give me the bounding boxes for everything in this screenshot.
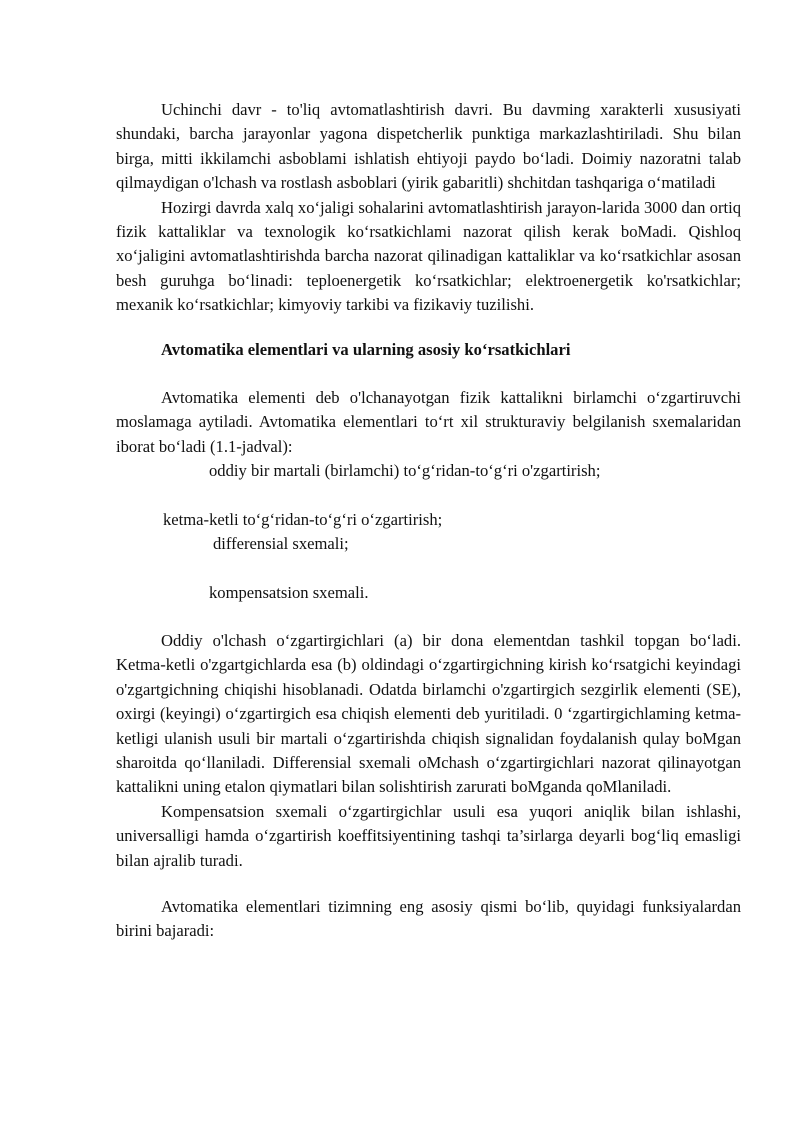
paragraph-third-period: Uchinchi davr - to'liq avtomatlashtirish davri. Bu davming xarakterli xususiyati shundaki, barcha jarayonlar yagona dispetcherlik punktiga markazlashtiriladi. Shu bilan birga, mitti ikkilamchi asboblami ishlatish ehtiyoji paydo bo‘ladi. Doimiy nazoratni talab qilmaydigan o'lchash va rostlash asboblari (yirik gabaritli) shchitdan tashqariga o‘matiladi	[116, 100, 741, 193]
list-item-differential-scheme: differensial sxemali;	[213, 534, 349, 554]
list-item-single-conversion: oddiy bir martali (birlamchi) to‘g‘ridan-to‘g‘ri o'zgartirish;	[209, 461, 601, 481]
paragraph-compensation-converters: Kompensatsion sxemali o‘zgartirgichlar usuli esa yuqori aniqlik bilan ishlashi, universalligi hamda o‘zgartirish koeffitsiyentining tashqi ta’sirlarga deyarli bog‘liq emasligi bilan ajralib turadi.	[116, 801, 741, 870]
section-heading: Avtomatika elementlari va ularning asosiy ko‘rsatkichlari	[161, 339, 571, 359]
document-page	[116, 98, 741, 944]
paragraph-simple-converters: Oddiy o'lchash o‘zgartirgichlari (a) bir dona elementdan tashkil topgan bo‘ladi. Ketma-ketli o'zgartgichlarda esa (b) oldindagi o‘zgartirgichning kirish ko‘rsatgichi keyindagi o'zgartgichning chiqishi hisoblanadi. Odatda birlamchi o'zgartirgich sezgirlik elementi (SE), oxirgi (keyingi) o‘zgartirgich esa chiqish elementi deb yuritiladi. 0 ‘zgartirgichlaming ketma-ketligi ulanish usuli bir martali o‘zgartirishda chiqish signalidan foydalanish qulay boMgan sharoitda qo‘llaniladi. Differensial sxemali oMchash o‘zgartirgichlari nazorat qilinayotgan kattalikni uning etalon qiymatlari bilan solishtirish zarurati boMganda qoMlaniladi.	[116, 630, 741, 797]
list-item-sequential-conversion: ketma-ketli to‘g‘ridan-to‘g‘ri o‘zgartirish;	[163, 509, 443, 529]
list-item-compensation-scheme: kompensatsion sxemali.	[209, 582, 369, 602]
paragraph-functions-intro: Avtomatika elementlari tizimning eng asosiy qismi bo‘lib, quyidagi funksiyalardan birini bajaradi:	[116, 896, 741, 941]
paragraph-current-period: Hozirgi davrda xalq xo‘jaligi sohalarini avtomatlashtirish jarayon-larida 3000 dan ortiq fizik kattaliklar va texnologik ko‘rsatkichlami nazorat qilish kerak boMadi. Qishloq xo‘jaligini avtomatlashtirishda barcha nazorat qilinadigan kattaliklar va ko‘rsatkichlar asosan besh guruhga bo‘linadi: teploenergetik ko‘rsatkichlar; elektroenergetik ko'rsatkichlar; mexanik ko‘rsatkichlar; kimyoviy tarkibi va fizikaviy tuzilishi.	[116, 197, 741, 315]
paragraph-element-definition: Avtomatika elementi deb o'lchanayotgan fizik kattalikni birlamchi o‘zgartiruvchi moslamaga aytiladi. Avtomatika elementlari to‘rt xil strukturaviy belgilanish sxemalaridan iborat bo‘ladi (1.1-jadval):	[116, 388, 741, 456]
